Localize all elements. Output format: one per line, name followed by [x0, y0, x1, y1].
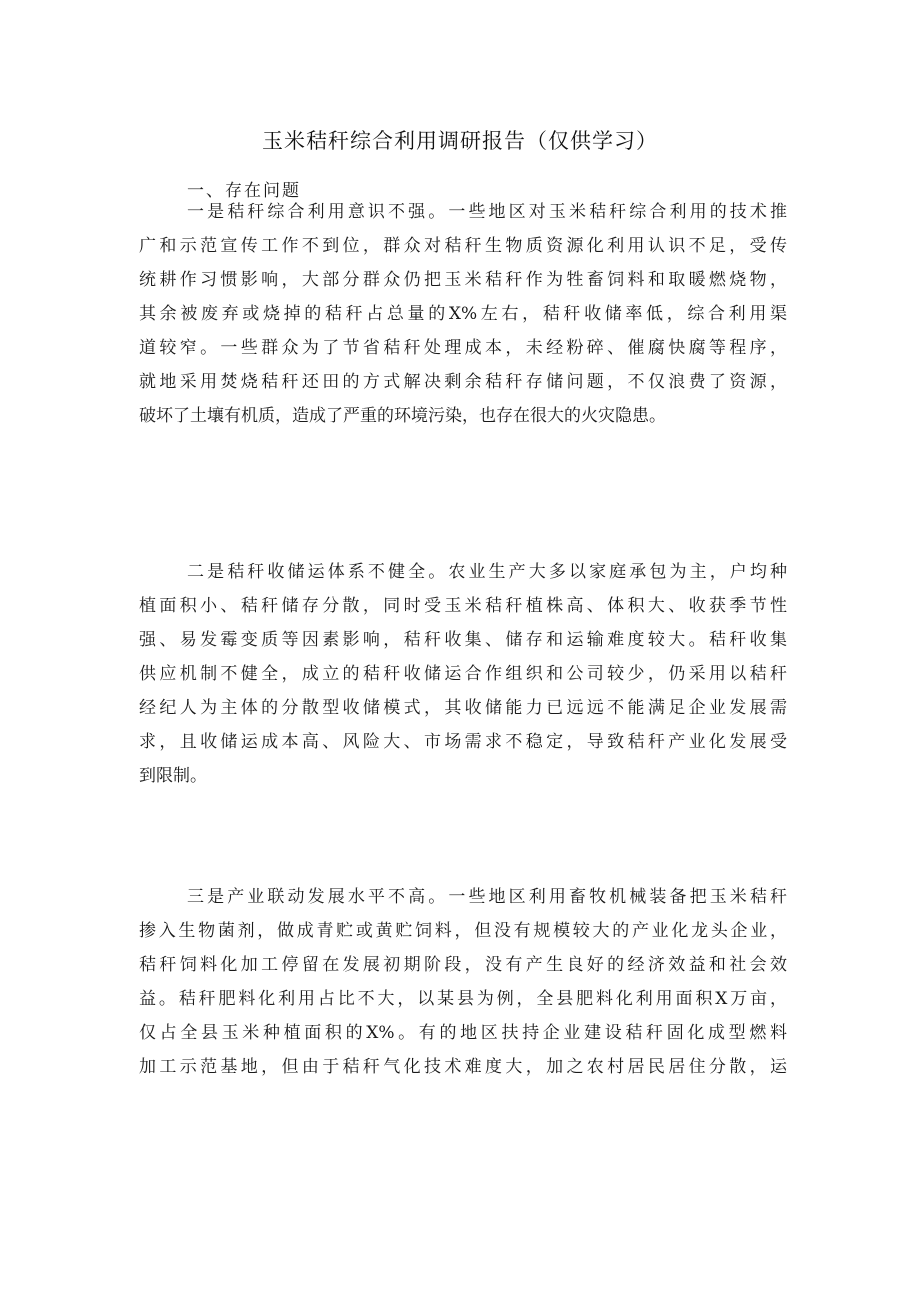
paragraph-line: 到限制。	[139, 766, 207, 786]
paragraph-line: 秸秆饲料化加工停留在发展初期阶段，没有产生良好的经济效益和社会效	[139, 955, 787, 975]
paragraph-line: 统耕作习惯影响，大部分群众仍把玉米秸秆作为牲畜饲料和取暖燃烧物，	[139, 270, 787, 290]
paragraph-line: 求，且收储运成本高、风险大、市场需求不稳定，导致秸秆产业化发展受	[139, 732, 787, 752]
paragraph-line: 二是秸秆收储运体系不健全。农业生产大多以家庭承包为主，户均种	[187, 562, 787, 582]
paragraph-industry-linkage	[139, 880, 787, 1084]
paragraph-line: 破坏了土壤有机质，造成了严重的环境污染，也存在很大的火灾隐患。	[139, 406, 666, 426]
paragraph-line: 广和示范宣传工作不到位，群众对秸秆生物质资源化利用认识不足，受传	[139, 236, 787, 256]
paragraph-collection-system	[139, 555, 787, 793]
paragraph-line: 经纪人为主体的分散型收储模式，其收储能力已远远不能满足企业发展需	[139, 698, 787, 718]
paragraph-line: 三是产业联动发展水平不高。一些地区利用畜牧机械装备把玉米秸秆	[187, 887, 787, 907]
paragraph-line: 掺入生物菌剂，做成青贮或黄贮饲料，但没有规模较大的产业化龙头企业，	[139, 921, 787, 941]
paragraph-line: 供应机制不健全，成立的秸秆收储运合作组织和公司较少，仍采用以秸秆	[139, 664, 787, 684]
paragraph-line: 就地采用焚烧秸秆还田的方式解决剩余秸秆存储问题，不仅浪费了资源，	[139, 372, 787, 392]
paragraph-line: 强、易发霉变质等因素影响，秸秆收集、储存和运输难度较大。秸秆收集	[139, 630, 787, 650]
paragraph-line: 仅占全县玉米种植面积的X%。有的地区扶持企业建设秸秆固化成型燃料	[139, 1023, 787, 1043]
section-heading: 一、存在问题	[187, 181, 301, 201]
paragraph-line: 一是秸秆综合利用意识不强。一些地区对玉米秸秆综合利用的技术推	[187, 202, 787, 222]
paragraph-line: 益。秸秆肥料化利用占比不大，以某县为例，全县肥料化利用面积X万亩，	[139, 989, 787, 1009]
paragraph-awareness	[139, 195, 787, 433]
paragraph-line: 道较窄。一些群众为了节省秸秆处理成本，未经粉碎、催腐快腐等程序，	[139, 338, 787, 358]
document-title: 玉米秸秆综合利用调研报告（仅供学习）	[262, 129, 658, 153]
paragraph-line: 其余被废弃或烧掉的秸秆占总量的X%左右，秸秆收储率低，综合利用渠	[139, 304, 787, 324]
paragraph-line: 植面积小、秸秆储存分散，同时受玉米秸秆植株高、体积大、收获季节性	[139, 596, 787, 616]
paragraph-line: 加工示范基地，但由于秸秆气化技术难度大，加之农村居民居住分散，运	[139, 1057, 787, 1077]
